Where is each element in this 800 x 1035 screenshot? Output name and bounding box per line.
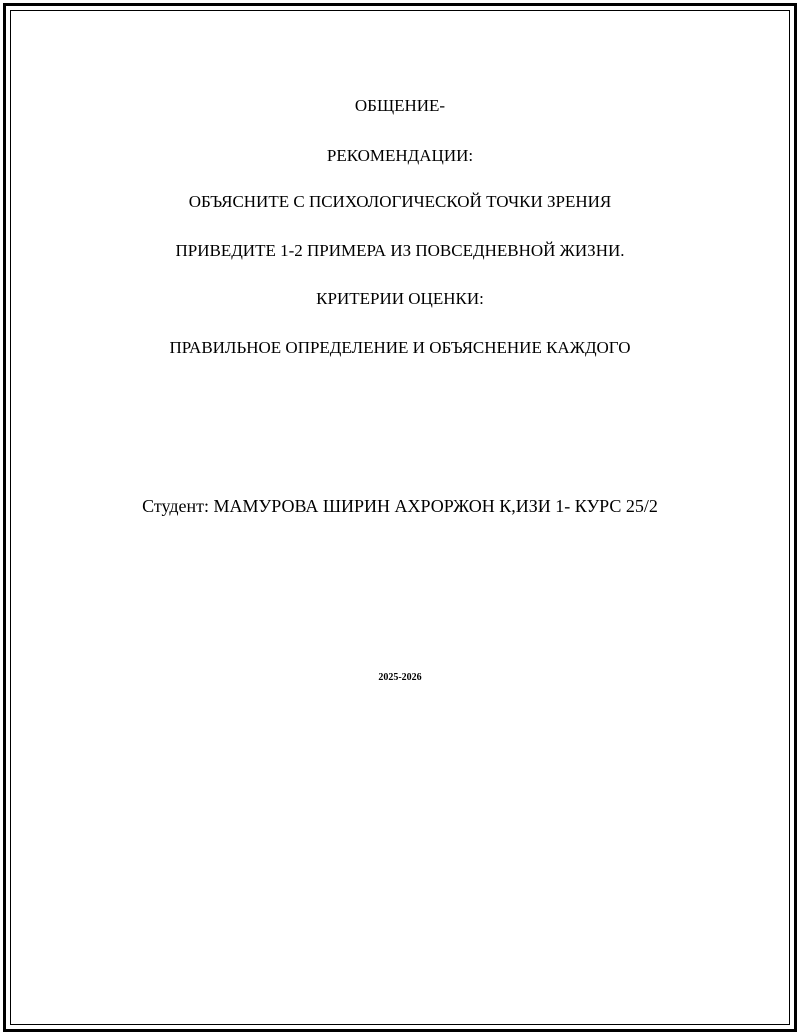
criteria-definition: ПРАВИЛЬНОЕ ОПРЕДЕЛЕНИЕ И ОБЪЯСНЕНИЕ КАЖДОГО xyxy=(169,338,631,357)
student-info: Студент: МАМУРОВА ШИРИН АХРОРЖОН К,ИЗИ 1- КУРС 25/2 xyxy=(142,496,658,516)
academic-year: 2025-2026 xyxy=(378,672,422,683)
heading-criteria: КРИТЕРИИ ОЦЕНКИ: xyxy=(316,289,484,308)
heading-recommendations: РЕКОМЕНДАЦИИ: xyxy=(326,146,474,165)
recommendation-explain: ОБЪЯСНИТЕ С ПСИХОЛОГИЧЕСКОЙ ТОЧКИ ЗРЕНИЯ xyxy=(188,192,612,211)
recommendation-examples: ПРИВЕДИТЕ 1-2 ПРИМЕРА ИЗ ПОВСЕДНЕВНОЙ ЖИЗНИ. xyxy=(175,241,625,260)
heading-topic: ОБЩЕНИЕ- xyxy=(354,96,446,115)
